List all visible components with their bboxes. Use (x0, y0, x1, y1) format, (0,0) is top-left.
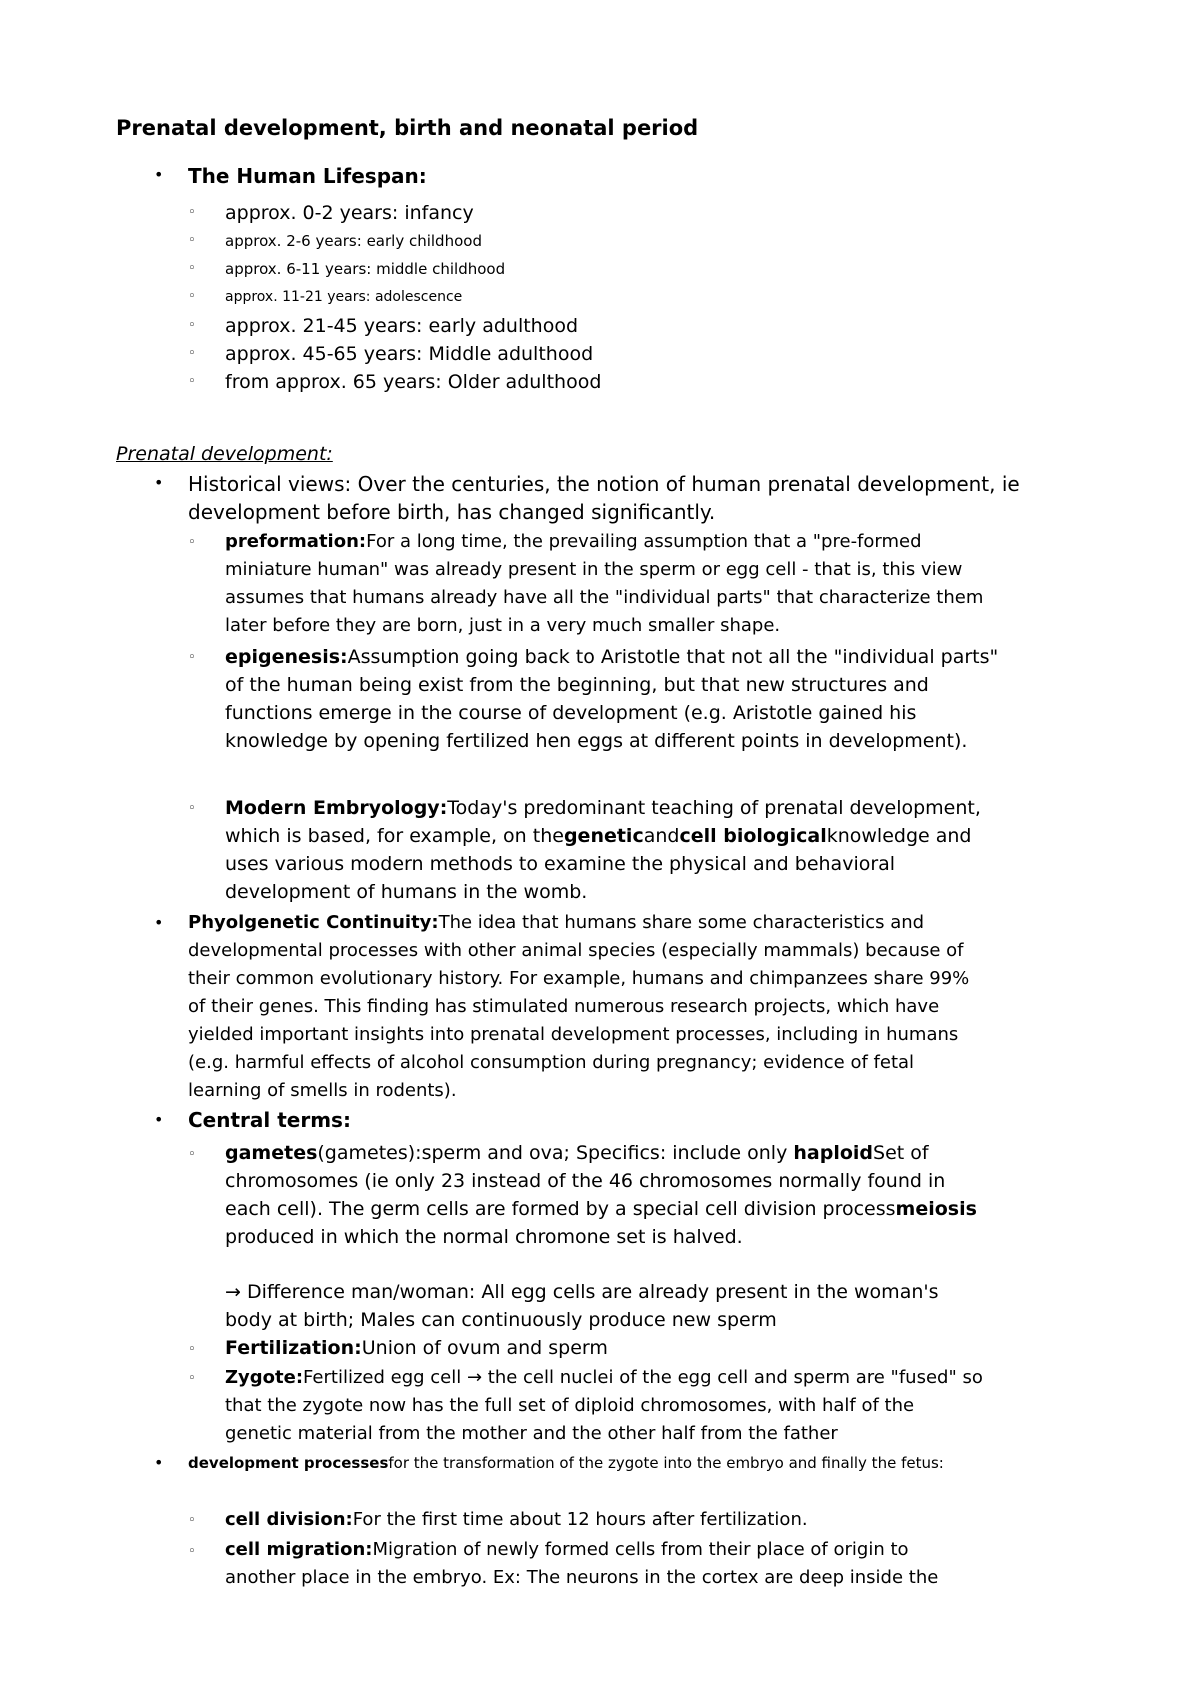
definition-line: another place in the embryo. Ex: The neurons in the cortex are deep inside the (225, 1567, 939, 1588)
sub-bullet: ◦ (188, 1147, 196, 1162)
list-item: approx. 11-21 years: adolescence (225, 289, 463, 305)
sub-bullet: ◦ (188, 535, 196, 550)
sub-bullet: ◦ (188, 261, 196, 276)
sub-bullet: ◦ (188, 650, 196, 665)
bullet: • (154, 165, 164, 184)
definition-line: chromosomes (ie only 23 instead of the 46 chromosomes normally found in (225, 1170, 946, 1192)
sub-bullet: ◦ (188, 346, 196, 361)
sub-bullet: ◦ (188, 1513, 196, 1528)
paragraph-line: Phyolgenetic Continuity:The idea that humans share some characteristics and (188, 912, 925, 933)
term: Fertilization: (225, 1337, 362, 1359)
paragraph-line: development processesfor the transformation of the zygote into the embryo and finally the fetus: (188, 1454, 944, 1472)
definition-line: knowledge by opening fertilized hen eggs at different points in development). (225, 730, 968, 752)
bullet: • (154, 1453, 164, 1472)
page-title: Prenatal development, birth and neonatal period (116, 116, 699, 140)
paragraph-line: Historical views: Over the centuries, the notion of human prenatal development, ie (188, 472, 1020, 496)
paragraph-line: (e.g. harmful effects of alcohol consumption during pregnancy; evidence of fetal (188, 1052, 915, 1073)
definition-line: cell migration:Migration of newly formed cells from their place of origin to (225, 1539, 909, 1560)
sub-bullet: ◦ (188, 289, 196, 304)
definition-line: miniature human" was already present in the sperm or egg cell - that is, this view (225, 559, 963, 580)
list-item: approx. 2-6 years: early childhood (225, 232, 482, 250)
definition-line: gametes(gametes):sperm and ova; Specifics: include only haploidSet of (225, 1142, 929, 1164)
term: cell migration: (225, 1539, 373, 1560)
definition-line: Zygote:Fertilized egg cell → the cell nuclei of the egg cell and sperm are "fused" so (225, 1367, 983, 1388)
definition-line: each cell). The germ cells are formed by a special cell division processmeiosis (225, 1198, 977, 1220)
paragraph-line: developmental processes with other animal species (especially mammals) because of (188, 940, 964, 961)
term: Modern Embryology: (225, 797, 448, 819)
definition-line: Fertilization:Union of ovum and sperm (225, 1337, 608, 1359)
definition-line: produced in which the normal chromone set is halved. (225, 1226, 743, 1248)
list-item: approx. 6-11 years: middle childhood (225, 260, 506, 278)
section-heading: Prenatal development: (116, 443, 333, 465)
lifespan-heading: The Human Lifespan: (188, 164, 427, 188)
term: Zygote: (225, 1367, 304, 1388)
definition-line: epigenesis:Assumption going back to Aristotle that not all the "individual parts" (225, 646, 999, 668)
paragraph-line: development before birth, has changed significantly. (188, 500, 716, 524)
definition-line: cell division:For the first time about 12 hours after fertilization. (225, 1509, 808, 1530)
definition-line: that the zygote now has the full set of diploid chromosomes, with half of the (225, 1395, 915, 1416)
list-item: approx. 0-2 years: infancy (225, 202, 474, 224)
definition-line: functions emerge in the course of development (e.g. Aristotle gained his (225, 702, 917, 724)
bullet: • (154, 1110, 164, 1129)
definition-line: Modern Embryology:Today's predominant teaching of prenatal development, (225, 797, 981, 819)
sub-bullet: ◦ (188, 1342, 196, 1357)
definition-line: uses various modern methods to examine the physical and behavioral (225, 853, 896, 875)
sub-bullet: ◦ (188, 205, 196, 220)
definition-line: development of humans in the womb. (225, 881, 588, 903)
term: development processes (188, 1454, 389, 1472)
term: Phyolgenetic Continuity: (188, 912, 439, 933)
paragraph-line: yielded important insights into prenatal development processes, including in humans (188, 1024, 959, 1045)
paragraph-line: learning of smells in rodents). (188, 1080, 457, 1101)
list-item: approx. 21-45 years: early adulthood (225, 315, 579, 337)
definition-line: assumes that humans already have all the "individual parts" that characterize them (225, 587, 984, 608)
term: preformation: (225, 531, 367, 552)
list-item: from approx. 65 years: Older adulthood (225, 371, 602, 393)
list-item: approx. 45-65 years: Middle adulthood (225, 343, 594, 365)
paragraph-line: their common evolutionary history. For example, humans and chimpanzees share 99% (188, 968, 970, 989)
sub-bullet: ◦ (188, 1544, 196, 1559)
bullet: • (154, 473, 164, 492)
sub-bullet: ◦ (188, 318, 196, 333)
term: gametes (225, 1142, 318, 1164)
definition-line: genetic material from the mother and the other half from the father (225, 1423, 838, 1444)
sub-bullet: ◦ (188, 1371, 196, 1386)
central-terms-heading: Central terms: (188, 1108, 351, 1132)
sub-bullet: ◦ (188, 374, 196, 389)
definition-line: body at birth; Males can continuously produce new sperm (225, 1309, 777, 1331)
bullet: • (154, 913, 164, 932)
sub-bullet: ◦ (188, 233, 196, 248)
sub-bullet: ◦ (188, 801, 196, 816)
definition-line: → Difference man/woman: All egg cells are already present in the woman's (225, 1281, 939, 1303)
definition-line: which is based, for example, on thegeneticandcell biologicalknowledge and (225, 825, 972, 847)
definition-line: of the human being exist from the beginning, but that new structures and (225, 674, 929, 696)
paragraph-line: of their genes. This finding has stimulated numerous research projects, which have (188, 996, 940, 1017)
term: epigenesis: (225, 646, 348, 668)
definition-line: preformation:For a long time, the prevailing assumption that a "pre-formed (225, 531, 922, 552)
definition-line: later before they are born, just in a very much smaller shape. (225, 615, 781, 636)
term: cell division: (225, 1509, 353, 1530)
